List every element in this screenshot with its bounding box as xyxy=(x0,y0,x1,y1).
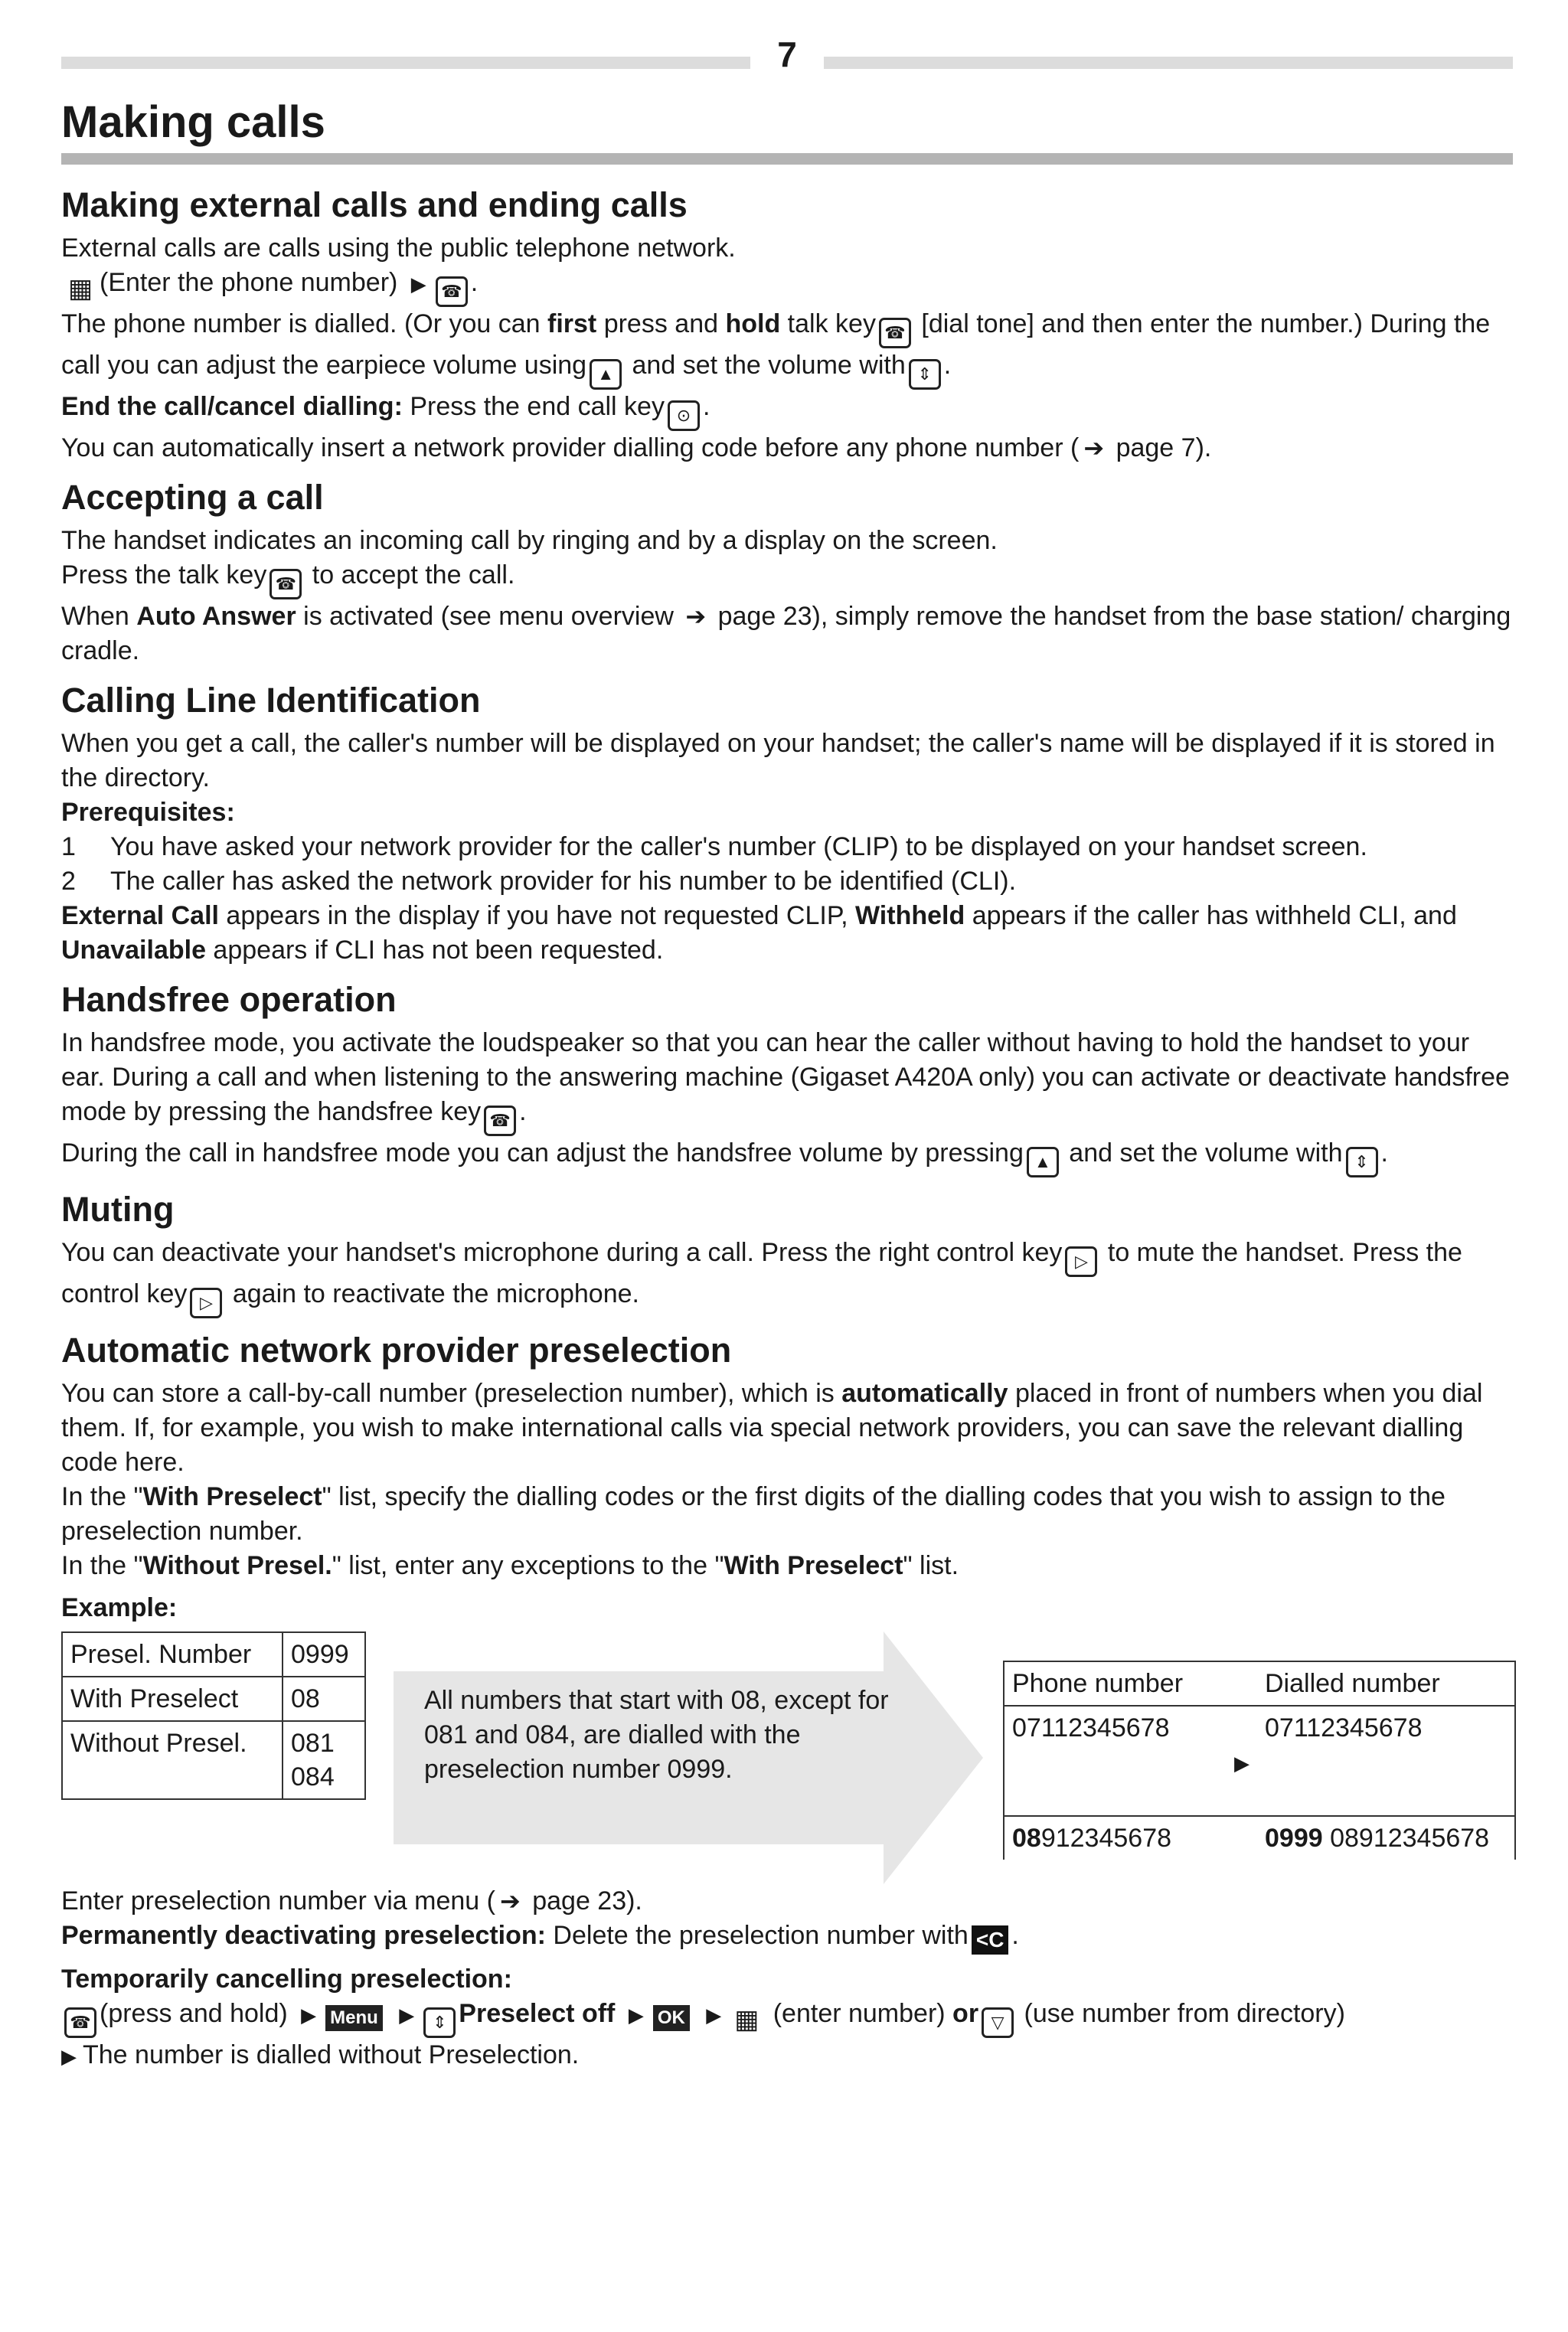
clear-key-icon: <C xyxy=(972,1925,1009,1955)
text: and hold) xyxy=(172,1999,288,2028)
talk-key-icon: ☎ xyxy=(64,2007,96,2038)
text: In handsfree mode, you activate the loudspeaker so that you can hear the caller without having to hold the handset to your ear. During a call and when listening to the answering machine (Gigaset A420A only) you can activate or deactivate handsfree mode by pressing the handsfree key xyxy=(61,1028,1510,1126)
text: page 7). xyxy=(1109,433,1212,462)
table-cell xyxy=(1004,1706,1257,1816)
text: Enter preselection number via menu ( xyxy=(61,1886,495,1916)
text: and set the volume with xyxy=(1061,1138,1343,1168)
text-bold: Unavailable xyxy=(61,936,206,965)
text-bold: External Call xyxy=(61,901,219,930)
text: appears if CLI has not been requested. xyxy=(205,936,664,965)
text: appears if the caller has withheld CLI, and xyxy=(965,901,1457,930)
text-bold: Withheld xyxy=(855,901,965,930)
end-call-line: End the call/cancel dialling: Press the end call key ⊙ . xyxy=(61,390,1513,431)
table-row xyxy=(62,1632,365,1677)
accepting-talk-key xyxy=(61,558,1513,599)
text-bold: 08 xyxy=(1012,1824,1041,1853)
heading-external-calls: Making external calls and ending calls xyxy=(61,185,688,224)
dial-explanation: The phone number is dialled. (Or you can first press and hold talk key ☎ [dial tone] and then enter the number.) During the call you can adjust the earpiece volume using ▲ and set the volume with ⇕ . xyxy=(61,307,1513,390)
text: to mute the handset. Press the control key xyxy=(61,1238,1462,1308)
title-rule xyxy=(61,153,1513,165)
table-cell: 081 084 xyxy=(283,1721,365,1799)
example-label xyxy=(61,1591,1513,1625)
text: placed in front of numbers when you dial them. If, for example, you wish to make international calls via special network providers, you can save the relevant dialling code here. xyxy=(61,1379,1483,1477)
talk-key-icon: ☎ xyxy=(879,318,911,348)
text: In the " xyxy=(61,1551,143,1580)
arrow-text: All numbers that start with 08, except for 081 and 084, are dialled with the preselection number 0999. xyxy=(424,1686,889,1784)
heading-muting: Muting xyxy=(61,1190,175,1229)
text: and set the volume with xyxy=(625,351,906,380)
with-preselect-line xyxy=(61,1480,1513,1549)
cli-display-line xyxy=(61,899,1513,968)
updown-key-icon: ⇕ xyxy=(1346,1147,1378,1177)
step-arrow-icon: ▶ xyxy=(61,2045,77,2068)
table-row xyxy=(62,1677,365,1721)
text-bold: or xyxy=(952,1999,979,2028)
page-ref-arrow-icon: ➔ xyxy=(1083,434,1105,462)
text: You can store a call-by-call number (preselection number), which is xyxy=(61,1379,842,1408)
right-control-key-icon: ▷ xyxy=(190,1288,222,1318)
content xyxy=(61,173,1513,2074)
text-bold: Prerequisites: xyxy=(61,798,235,827)
up-key-icon: ▲ xyxy=(590,359,622,390)
text: talk key xyxy=(780,309,876,338)
cli-intro: When you get a call, the caller's number will be displayed on your handset; the caller's name will be displayed if it is stored in the directory. xyxy=(61,729,1495,792)
step-arrow-icon: ▶ xyxy=(301,2004,317,2027)
talk-key-icon: ☎ xyxy=(270,569,302,599)
text: appears in the display if you have not requested CLIP, xyxy=(218,901,856,930)
text: The number is dialled without Preselection. xyxy=(83,2040,580,2069)
table-cell: 08 xyxy=(283,1677,365,1721)
table-header-row xyxy=(1004,1661,1515,1706)
without-presel-line xyxy=(61,1549,1513,1583)
table-cell: 0999 xyxy=(283,1632,365,1677)
text-bold: Permanently deactivating preselection: xyxy=(61,1921,546,1950)
header-bar-right xyxy=(824,57,1513,69)
table-row xyxy=(1004,1816,1515,1860)
table-cell: Presel. Number xyxy=(62,1632,283,1677)
text: (enter number) xyxy=(766,1999,953,2028)
text: Press the end call key xyxy=(402,392,665,421)
auto-answer-line xyxy=(61,599,1513,668)
accepting-intro: The handset indicates an incoming call by ringing and by a display on the screen. xyxy=(61,526,998,555)
menu-key-icon: Menu xyxy=(325,2005,383,2031)
preselection-settings-table xyxy=(61,1631,366,1800)
handsfree-intro: In handsfree mode, you activate the loudspeaker so that you can hear the caller without having to hold the handset to your ear. During a call and when listening to the answering machine (Gigaset A420A only) you can activate or deactivate handsfree mode by pressing the handsfree key ☎ . xyxy=(61,1026,1513,1136)
text: You can deactivate your handset's microphone during a call. Press the right control key xyxy=(61,1238,1063,1267)
table-cell: With Preselect xyxy=(62,1677,283,1721)
text: Press the talk key xyxy=(61,560,267,590)
updown-key-icon: ⇕ xyxy=(909,359,941,390)
dial-instruction: ▦ (Enter the phone number) ▶ ☎ . xyxy=(61,266,1513,307)
handsfree-volume: During the call in handsfree mode you can adjust the handsfree volume by pressing ▲ and set the volume with ⇕ . xyxy=(61,1136,1513,1177)
list-item xyxy=(61,830,1513,864)
table-cell xyxy=(1257,1816,1515,1860)
step-arrow-icon: ▶ xyxy=(706,2004,722,2027)
result-line xyxy=(61,2038,1513,2074)
text: Delete the preselection number with xyxy=(545,1921,969,1950)
text: " list, specify the dialling codes or the first digits of the dialling codes that you wish to assign to the preselection number. xyxy=(61,1482,1446,1546)
text: " list. xyxy=(903,1551,959,1580)
perm-deactivate-line: Permanently deactivating preselection: Delete the preselection number with <C . xyxy=(61,1919,1513,1955)
text: 08912345678 xyxy=(1322,1824,1490,1853)
text-bold: hold xyxy=(725,309,781,338)
text-bold: Preselect off xyxy=(459,1999,616,2028)
page-number: 7 xyxy=(777,34,797,74)
text: In the " xyxy=(61,1482,143,1511)
text: " list, enter any exceptions to the " xyxy=(332,1551,724,1580)
directory-key-icon: ▽ xyxy=(982,2007,1014,2038)
step-arrow-icon: ▶ xyxy=(628,2004,644,2027)
text: [dial tone] and then enter the number.) During the call you can adjust the earpiece volume using xyxy=(61,309,1491,380)
text: The phone number is dialled. (Or you can xyxy=(61,309,548,338)
text: When xyxy=(61,602,137,631)
text: (press xyxy=(100,1999,172,2028)
end-call-key-icon: ⊙ xyxy=(668,400,700,431)
handsfree-key-icon: ☎ xyxy=(484,1106,516,1136)
text: again to reactivate the microphone. xyxy=(225,1279,639,1308)
step-arrow-icon: ▶ xyxy=(410,273,426,296)
page-ref-arrow-icon: ➔ xyxy=(685,603,707,630)
table-row xyxy=(1004,1706,1515,1816)
text: page 23), simply remove the handset from the base station/ charging cradle. xyxy=(61,602,1511,665)
preselection-intro xyxy=(61,1377,1513,1480)
table-row xyxy=(62,1721,365,1799)
text: to accept the call. xyxy=(305,560,515,590)
text-bold: Without Presel. xyxy=(142,1551,332,1580)
heading-accepting-call: Accepting a call xyxy=(61,478,324,517)
up-key-icon: ▲ xyxy=(1027,1147,1059,1177)
list-text: You have asked your network provider for the caller's number (CLIP) to be displayed on your handset screen. xyxy=(110,832,1367,861)
text-bold: End the call/cancel dialling: xyxy=(61,392,403,421)
column-header: Dialled number xyxy=(1257,1661,1515,1706)
preselection-example xyxy=(61,1631,1513,1884)
list-number: 1 xyxy=(61,832,76,861)
phone-number: 07112345678 xyxy=(1012,1713,1170,1742)
step-arrow-icon: ▶ xyxy=(399,2004,415,2027)
page-title: Making calls xyxy=(61,97,325,147)
muting-text xyxy=(61,1236,1513,1318)
enter-presel-line xyxy=(61,1884,1513,1919)
text: You can automatically insert a network provider dialling code before any phone number ( xyxy=(61,433,1080,462)
text-bold: Example: xyxy=(61,1593,178,1622)
text: press and xyxy=(596,309,726,338)
talk-key-icon: ☎ xyxy=(436,276,468,307)
list-number: 2 xyxy=(61,867,76,896)
row-arrow-icon: ▶ xyxy=(1234,1752,1250,1775)
temp-cancel-steps xyxy=(61,1997,1513,2038)
external-calls-intro: External calls are calls using the public telephone network. xyxy=(61,234,736,263)
list-item xyxy=(61,864,1513,899)
text: During the call in handsfree mode you can adjust the handsfree volume by pressing xyxy=(61,1138,1024,1168)
text-bold: 0999 xyxy=(1265,1824,1323,1853)
dialled-numbers-table xyxy=(1003,1661,1516,1860)
keypad-icon: ▦ xyxy=(730,2007,763,2037)
text-bold: Auto Answer xyxy=(136,602,296,631)
heading-cli: Calling Line Identification xyxy=(61,681,481,720)
list-text: The caller has asked the network provider for his number to be identified (CLI). xyxy=(110,867,1017,896)
heading-handsfree: Handsfree operation xyxy=(61,980,397,1019)
prerequisites-label xyxy=(61,795,1513,830)
text: page 23). xyxy=(524,1886,642,1916)
provider-code-line xyxy=(61,431,1513,465)
text-bold: With Preselect xyxy=(142,1482,322,1511)
text: (use number from directory) xyxy=(1017,1999,1345,2028)
text-bold: automatically xyxy=(841,1379,1008,1408)
text-bold: first xyxy=(547,309,597,338)
page-ref-arrow-icon: ➔ xyxy=(499,1887,521,1915)
example-arrow xyxy=(394,1631,983,1884)
text: 912345678 xyxy=(1040,1824,1172,1853)
dialled-number: 07112345678 xyxy=(1265,1713,1423,1742)
table-cell: Without Presel. xyxy=(62,1721,283,1799)
temp-cancel-label xyxy=(61,1962,1513,1997)
text-bold: Temporarily cancelling preselection: xyxy=(61,1965,512,1994)
ok-key-icon: OK xyxy=(653,2005,690,2031)
right-control-key-icon: ▷ xyxy=(1065,1246,1097,1277)
dial-instruction-text: (Enter the phone number) xyxy=(100,268,398,297)
heading-preselection: Automatic network provider preselection xyxy=(61,1331,732,1370)
keypad-icon: ▦ xyxy=(64,276,96,306)
updown-key-icon: ⇕ xyxy=(423,2007,456,2038)
text-bold: With Preselect xyxy=(724,1551,903,1580)
column-header: Phone number xyxy=(1004,1661,1257,1706)
header-bar-left xyxy=(61,57,750,69)
table-cell xyxy=(1004,1816,1257,1860)
text: is activated (see menu overview xyxy=(296,602,681,631)
